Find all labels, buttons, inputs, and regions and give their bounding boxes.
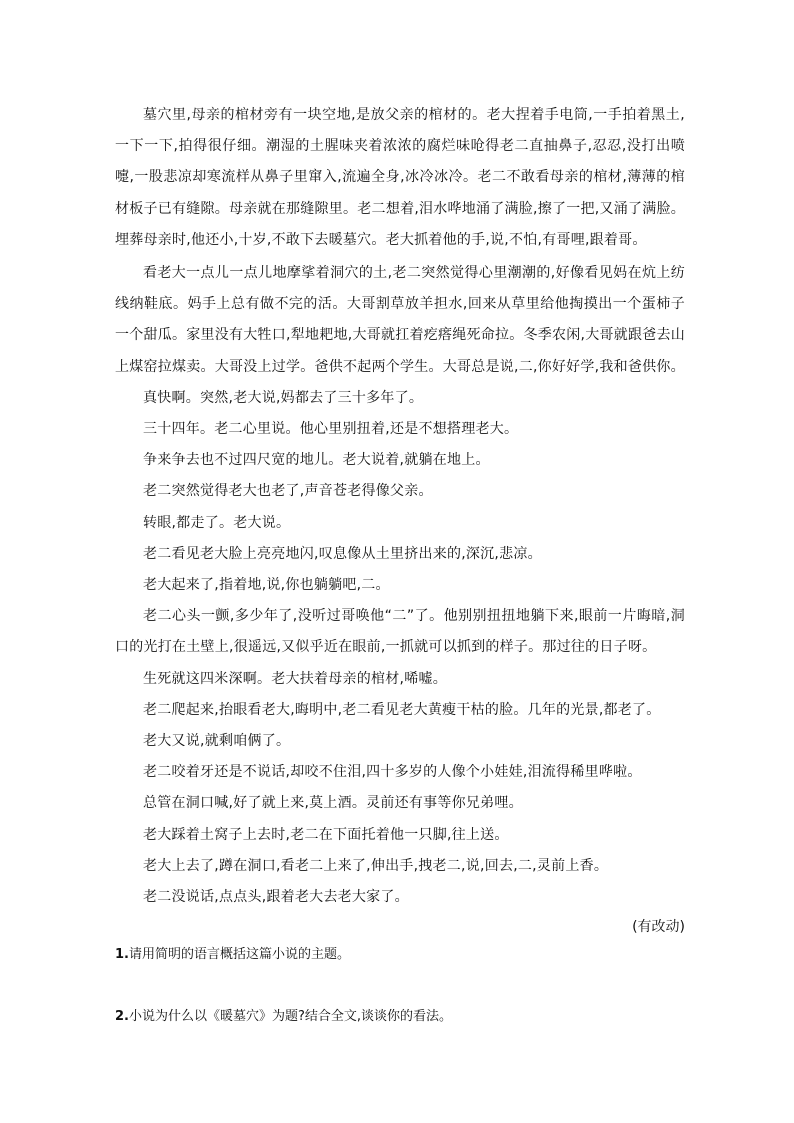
source-note: (有改动) <box>632 919 685 936</box>
paragraph-2: 看老大一点儿一点儿地摩挲着洞穴的土,老二突然觉得心里潮潮的,好像看见妈在炕上纺线纳鞋底。妈手上总有做不完的活。大哥割草放羊担水,回来从草里给他掏摸出一个蛋柿子一个甜瓜。家里没有大牲口,犁地耙地,大哥就扛着疙瘩绳死命拉。冬季农闲,大哥就跟爸去山上煤窑拉煤卖。大哥没上过学。爸供不起两个学生。大哥总是说,二,你好好学,我和爸供你。 <box>115 265 685 375</box>
paragraph-14: 老二咬着牙还是不说话,却咬不住泪,四十多岁的人像个小娃娃,泪流得稀里哗啦。 <box>143 764 642 781</box>
paragraph-13: 老大又说,就剩咱俩了。 <box>143 733 291 750</box>
paragraph-15: 总管在洞口喊,好了就上来,莫上酒。灵前还有事等你兄弟哩。 <box>143 795 523 812</box>
paragraph-18: 老二没说话,点点头,跟着老大去老大家了。 <box>143 889 409 906</box>
paragraph-5: 争来争去也不过四尺宽的地儿。老大说着,就躺在地上。 <box>143 452 490 469</box>
question-2 <box>115 1007 452 1027</box>
paragraph-1: 墓穴里,母亲的棺材旁有一块空地,是放父亲的棺材的。老大捏着手电筒,一手拍着黑土,一下一下,拍得很仔细。潮湿的土腥味夹着浓浓的腐烂味呛得老二直抽鼻子,忍忍,没打出喷嚏,一股悲凉却寒流样从鼻子里窜入,流遍全身,冰冷冰冷。老二不敢看母亲的棺材,薄薄的棺材板子已有缝隙。母亲就在那缝隙里。老二想着,泪水哗地涌了满脸,擦了一把,又涌了满脸。埋葬母亲时,他还小,十岁,不敢下去暖墓穴。老大抓着他的手,说,不怕,有哥哩,跟着哥。 <box>115 107 685 248</box>
question-1 <box>115 945 350 965</box>
paragraph-6: 老二突然觉得老大也老了,声音苍老得像父亲。 <box>143 483 433 500</box>
question-1-text: 请用简明的语言概括这篇小说的主题。 <box>128 947 350 962</box>
paragraph-16: 老大踩着土窝子上去时,老二在下面托着他一只脚,往上送。 <box>143 826 509 843</box>
paragraph-12: 老二爬起来,抬眼看老大,晦明中,老二看见老大黄瘦干枯的脸。几年的光景,都老了。 <box>143 701 661 718</box>
question-2-number: 2. <box>115 1009 129 1024</box>
paragraph-17: 老大上去了,蹲在洞口,看老二上来了,伸出手,拽老二,说,回去,二,灵前上香。 <box>143 857 609 874</box>
question-2-text: 小说为什么以《暖墓穴》为题?结合全文,谈谈你的看法。 <box>128 1009 453 1024</box>
paragraph-3: 真快啊。突然,老大说,妈都去了三十多年了。 <box>143 389 424 406</box>
paragraph-4: 三十四年。老二心里说。他心里别扭着,还是不想搭理老大。 <box>143 421 519 438</box>
paragraph-11: 生死就这四米深啊。老大扶着母亲的棺材,唏嘘。 <box>143 670 447 687</box>
paragraph-7: 转眼,都走了。老大说。 <box>143 514 291 531</box>
paragraph-9: 老大起来了,指着地,说,你也躺躺吧,二。 <box>143 577 390 594</box>
question-1-number: 1. <box>115 947 129 962</box>
paragraph-8: 老二看见老大脸上亮亮地闪,叹息像从土里挤出来的,深沉,悲凉。 <box>143 545 542 562</box>
paragraph-10: 老二心头一颤,多少年了,没听过哥唤他“二”了。他别别扭扭地躺下来,眼前一片晦暗,洞口的光打在土壁上,很遥远,又似乎近在眼前,一抓就可以抓到的样子。那过往的日子呀。 <box>115 608 685 656</box>
story-passage <box>115 100 685 939</box>
